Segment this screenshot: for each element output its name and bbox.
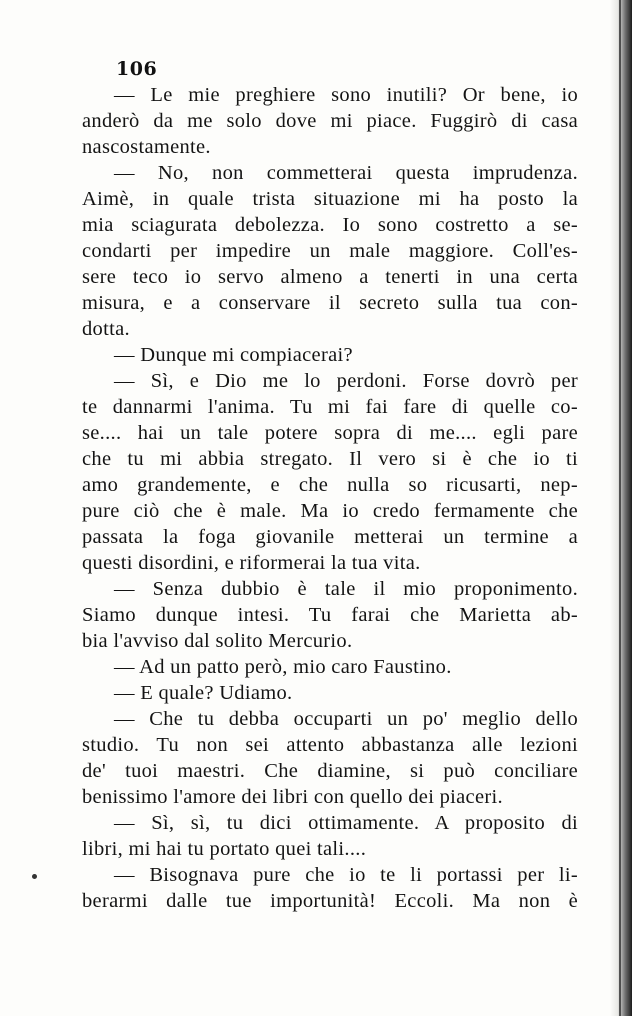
text-line: berarmi dalle tue importunità! Eccoli. Ma non è: [82, 890, 578, 912]
text-line: sere teco io servo almeno a tenerti in una certa: [82, 266, 578, 288]
text-line: — Che tu debba occuparti un po' meglio dello: [114, 708, 578, 730]
page-number: 106: [116, 58, 158, 80]
text-line: Siamo dunque intesi. Tu farai che Marietta ab-: [82, 604, 578, 626]
page-binding-edge: [610, 0, 632, 1016]
text-line: libri, mi hai tu portato quei tali....: [82, 838, 367, 860]
text-line: se.... hai un tale potere sopra di me.... egli pare: [82, 422, 578, 444]
text-line: — Ad un patto però, mio caro Faustino.: [114, 656, 452, 678]
text-line: bia l'avviso dal solito Mercurio.: [82, 630, 353, 652]
text-line: condarti per impedire un male maggiore. Coll'es-: [82, 240, 578, 262]
text-line: nascostamente.: [82, 136, 211, 158]
ink-speck: [32, 874, 37, 879]
text-line: anderò da me solo dove mi piace. Fuggirò di casa: [82, 110, 578, 132]
text-line: mia sciagurata debolezza. Io sono costretto a se-: [82, 214, 578, 236]
text-line: studio. Tu non sei attento abbastanza alle lezioni: [82, 734, 578, 756]
text-line: — Dunque mi compiacerai?: [114, 344, 353, 366]
text-line: — Sì, sì, tu dici ottimamente. A proposito di: [114, 812, 578, 834]
text-line: te dannarmi l'anima. Tu mi fai fare di quelle co-: [82, 396, 578, 418]
text-line: — Sì, e Dio me lo perdoni. Forse dovrò per: [114, 370, 578, 392]
text-line: misura, e a conservare il secreto sulla tua con-: [82, 292, 578, 314]
text-line: — Bisognava pure che io te li portassi per li-: [114, 864, 578, 886]
text-line: de' tuoi maestri. Che diamine, si può conciliare: [82, 760, 578, 782]
text-line: — Le mie preghiere sono inutili? Or bene, io: [114, 84, 578, 106]
text-line: pure ciò che è male. Ma io credo fermamente che: [82, 500, 578, 522]
text-line: benissimo l'amore dei libri con quello dei piaceri.: [82, 786, 503, 808]
text-line: — Senza dubbio è tale il mio proponimento.: [114, 578, 578, 600]
text-line: questi disordini, e riformerai la tua vita.: [82, 552, 421, 574]
text-line: — E quale? Udiamo.: [114, 682, 293, 704]
text-line: dotta.: [82, 318, 130, 340]
page-binding-line: [619, 0, 621, 1016]
body-text: [82, 82, 578, 914]
text-line: Aimè, in quale trista situazione mi ha posto la: [82, 188, 578, 210]
text-line: passata la foga giovanile metterai un termine a: [82, 526, 578, 548]
text-line: — No, non commetterai questa imprudenza.: [114, 162, 578, 184]
text-line: amo grandemente, e che nulla so ricusarti, nep-: [82, 474, 578, 496]
text-line: che tu mi abbia stregato. Il vero si è che io ti: [82, 448, 578, 470]
